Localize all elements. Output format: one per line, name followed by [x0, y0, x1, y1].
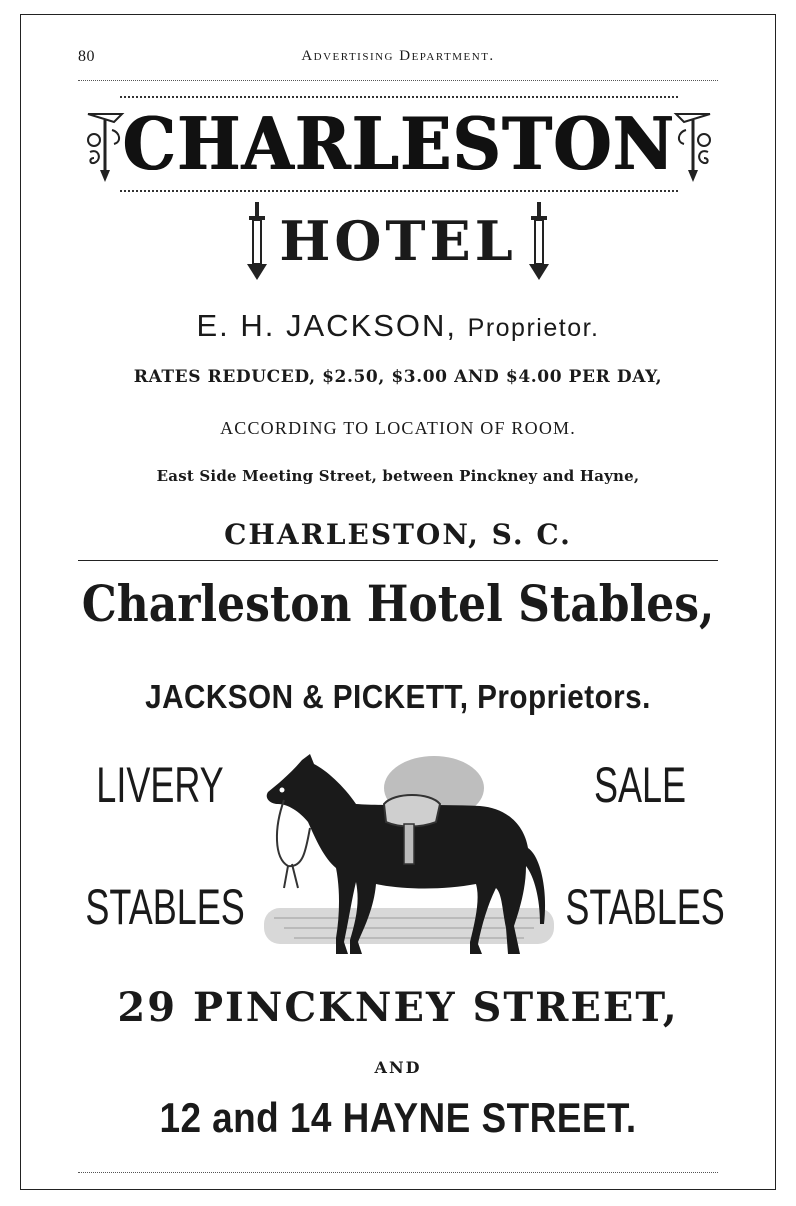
hotel-name: CHARLESTON — [122, 101, 676, 186]
hotel-proprietor — [0, 308, 796, 344]
sale-label: SALE — [593, 757, 687, 813]
scroll-ornament-right-icon — [672, 100, 714, 188]
hayne-street-address: 12 and 14 HAYNE STREET. — [159, 1094, 637, 1141]
stables-title: Charleston Hotel Stables, — [81, 574, 715, 633]
page-number: 80 — [78, 48, 95, 65]
section-divider — [78, 560, 718, 561]
hotel-subtitle: HOTEL — [279, 209, 517, 273]
hotel-title-banner — [84, 96, 714, 192]
stables-proprietors: JACKSON & PICKETT, Proprietors. — [145, 678, 651, 715]
hotel-address: East Side Meeting Street, between Pinckney and Hayne, — [156, 467, 640, 485]
livery-label: LIVERY — [96, 757, 224, 813]
pillar-ornament-left-icon — [245, 200, 269, 282]
livery-stables-label: STABLES — [85, 879, 245, 935]
proprietor-title: Proprietor. — [467, 314, 600, 342]
hotel-city: CHARLESTON, S. C. — [224, 518, 572, 551]
page-header — [78, 40, 718, 70]
hotel-subtitle-row — [0, 196, 796, 286]
hotel-title-frame — [120, 96, 678, 192]
header-rule — [78, 80, 718, 81]
and-connector: AND — [374, 1058, 422, 1077]
running-head: Advertising Department. — [301, 48, 495, 64]
rates-note: ACCORDING TO LOCATION OF ROOM. — [220, 418, 576, 438]
pillar-ornament-right-icon — [527, 200, 551, 282]
saddled-horse-icon — [244, 748, 564, 966]
footer-rule — [78, 1172, 718, 1173]
sale-stables-label: STABLES — [565, 879, 725, 935]
pinckney-street-address: 29 PINCKNEY STREET, — [117, 984, 679, 1031]
proprietor-name: E. H. JACKSON, — [196, 308, 458, 343]
room-rates: RATES REDUCED, $2.50, $3.00 AND $4.00 PER DAY, — [133, 367, 663, 387]
